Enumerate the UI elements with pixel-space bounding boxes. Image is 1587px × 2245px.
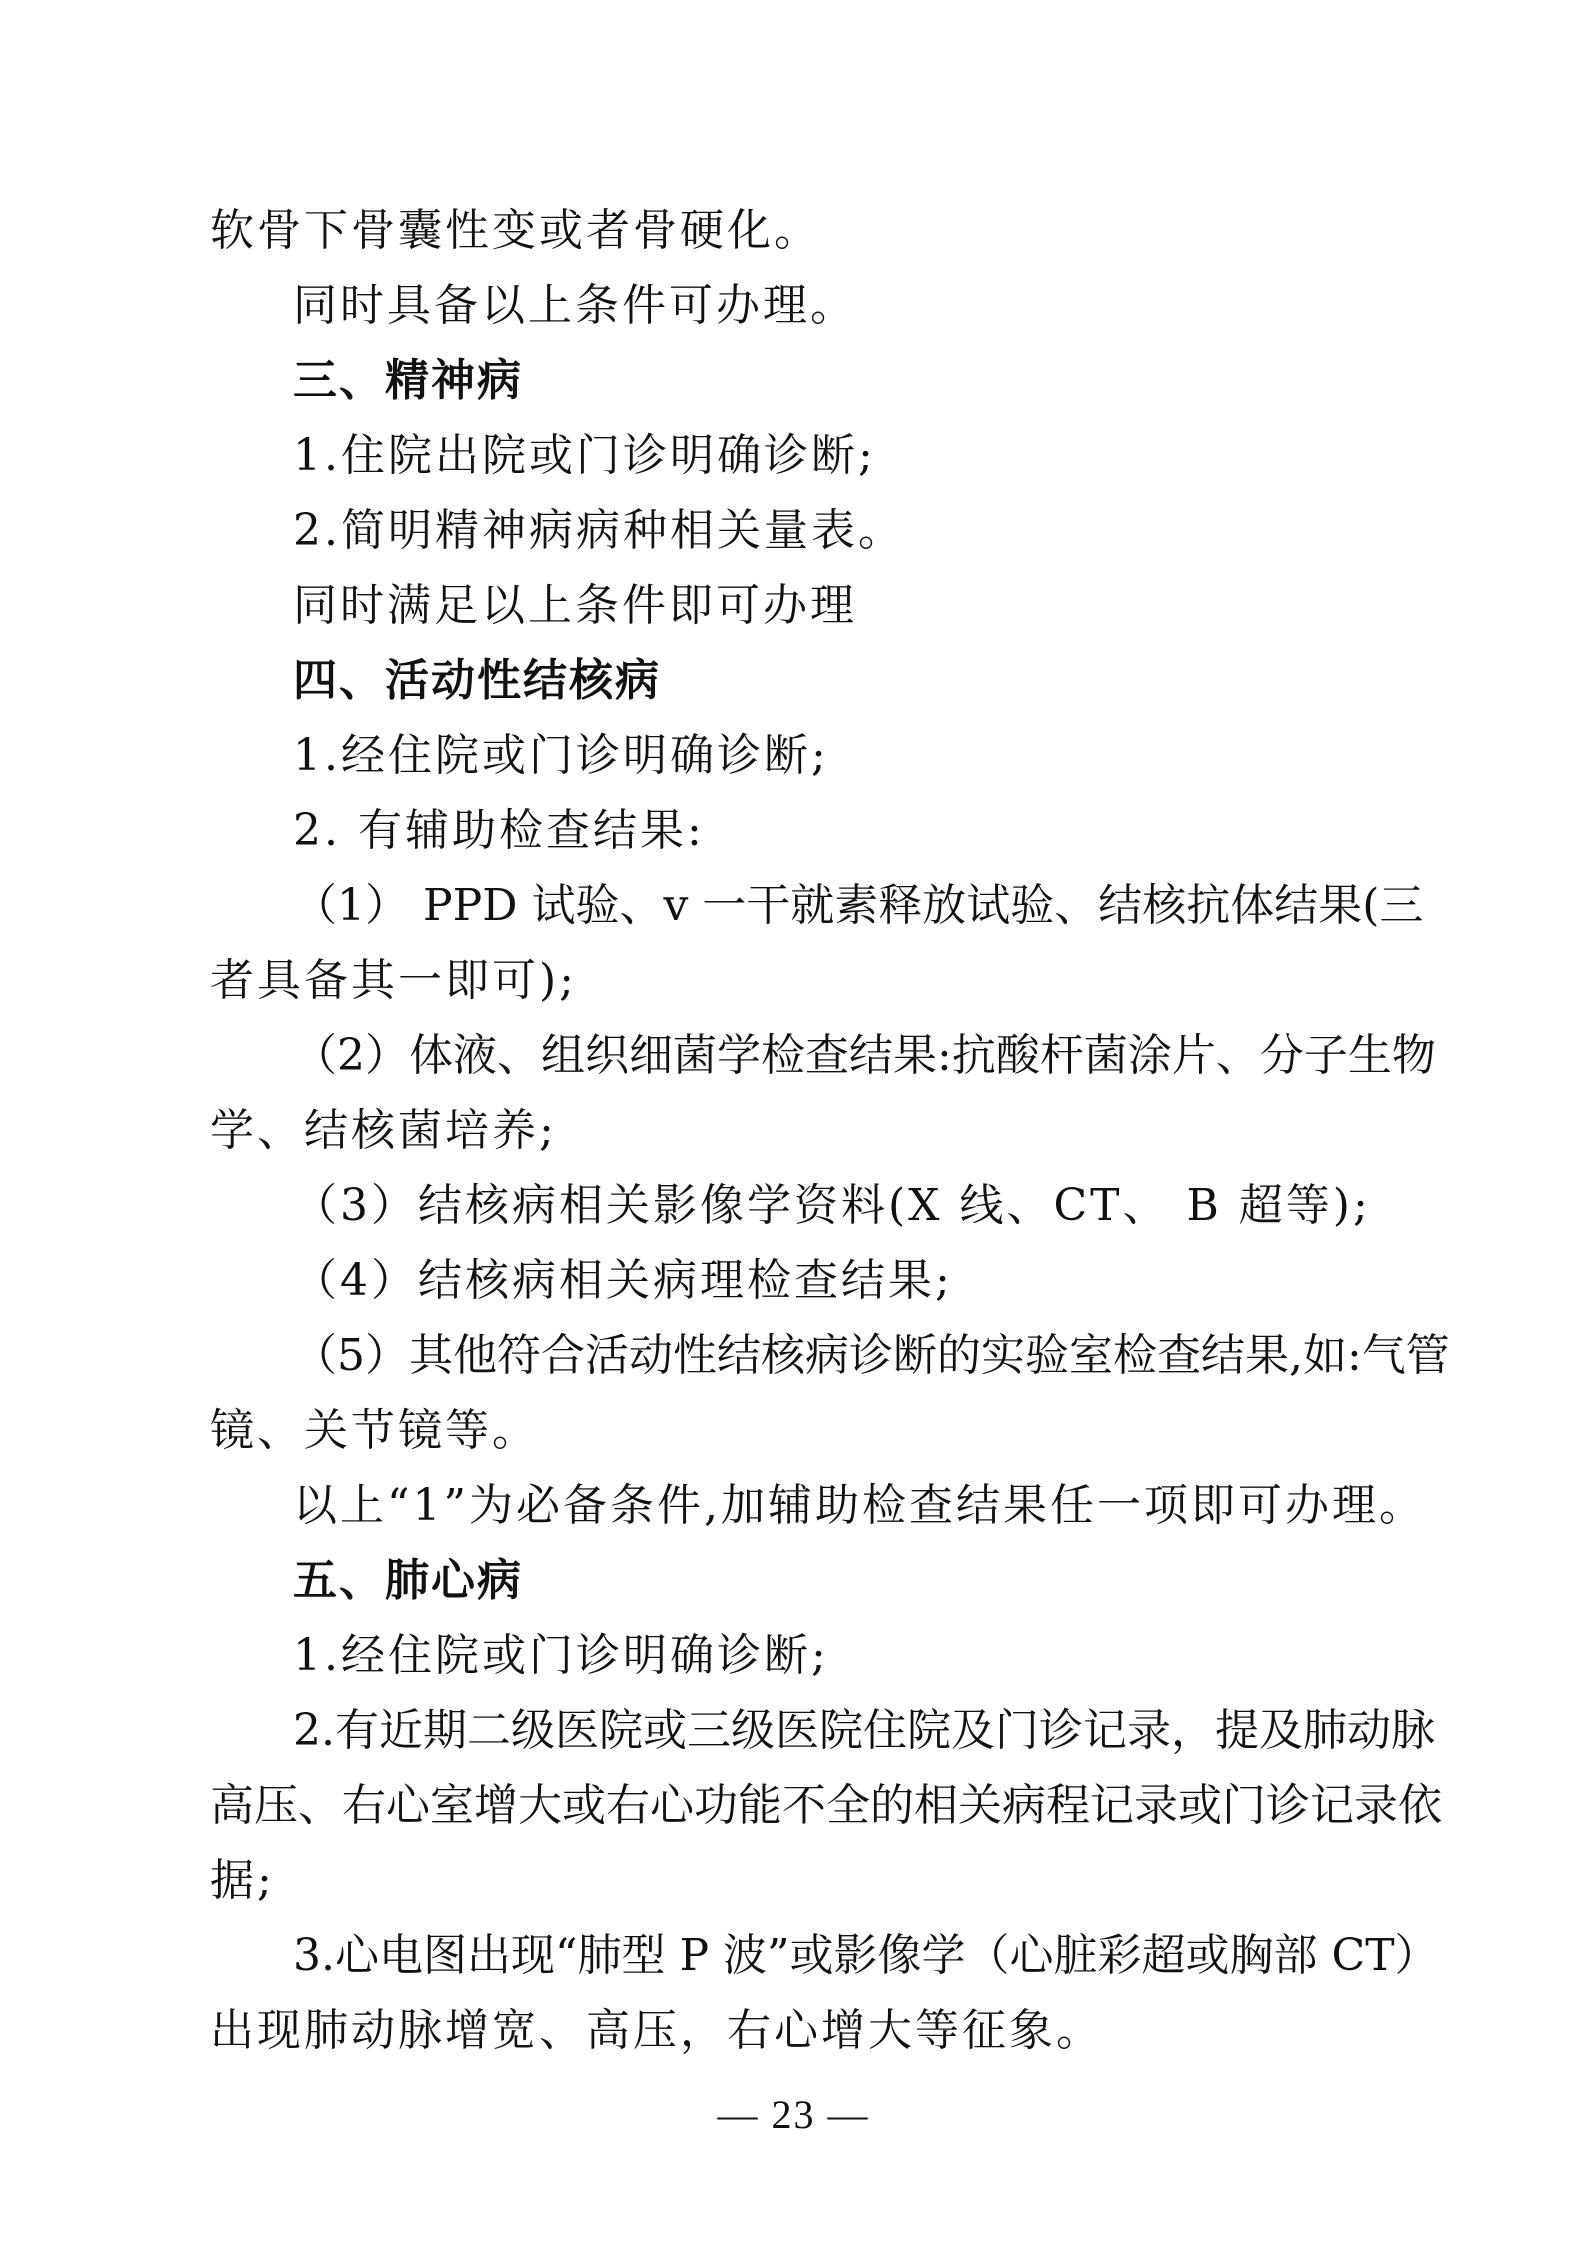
text-line-condition: 以上“1”为必备条件,加辅助检查结果任一项即可办理。 xyxy=(293,1480,1426,1531)
text-line-condition: 同时满足以上条件即可办理 xyxy=(293,580,857,631)
text-line-item: 3.心电图出现“肺型 P 波”或影像学（心脏彩超或胸部 CT） xyxy=(293,1930,1439,1981)
section-heading-pulmonary-heart-disease: 五、肺心病 xyxy=(293,1555,523,1606)
text-line-continuation: 学、结核菌培养; xyxy=(210,1105,557,1156)
text-line-item: 2. 有辅助检查结果: xyxy=(293,805,705,856)
text-line-continuation: 者具备其一即可); xyxy=(210,955,577,1006)
text-line-continuation: 高压、右心室增大或右心功能不全的相关病程记录或门诊记录依 xyxy=(210,1780,1442,1831)
text-line-item: 2.有近期二级医院或三级医院住院及门诊记录，提及肺动脉 xyxy=(293,1705,1435,1756)
text-line-subitem: （4）结核病相关病理检查结果; xyxy=(293,1255,953,1306)
text-line-continuation: 出现肺动脉增宽、高压，右心增大等征象。 xyxy=(210,2005,1103,2056)
text-line-subitem: （3）结核病相关影像学资料(X 线、CT、 B 超等); xyxy=(293,1180,1371,1231)
text-line-continuation: 镜、关节镜等。 xyxy=(210,1405,539,1456)
text-line-continuation: 据; xyxy=(210,1855,275,1906)
text-line-subitem: （2）体液、组织细菌学检查结果:抗酸杆菌涂片、分子生物 xyxy=(293,1030,1436,1081)
page-number: — 23 — xyxy=(717,2092,870,2137)
text-line-continuation: 软骨下骨囊性变或者骨硬化。 xyxy=(210,205,821,256)
text-line-subitem: （1） PPD 试验、v 一干就素释放试验、结核抗体结果(三 xyxy=(293,880,1424,931)
text-line-item: 1.经住院或门诊明确诊断; xyxy=(293,1630,829,1681)
text-line-item: 1.住院出院或门诊明确诊断; xyxy=(293,430,876,481)
section-heading-tuberculosis: 四、活动性结核病 xyxy=(293,655,661,706)
text-line-item: 2.简明精神病病种相关量表。 xyxy=(293,505,905,556)
text-line-subitem: （5）其他符合活动性结核病诊断的实验室检查结果,如:气管 xyxy=(293,1330,1450,1381)
text-line-item: 1.经住院或门诊明确诊断; xyxy=(293,730,829,781)
section-heading-mental-illness: 三、精神病 xyxy=(293,355,523,406)
text-line-condition: 同时具备以上条件可办理。 xyxy=(293,280,857,331)
